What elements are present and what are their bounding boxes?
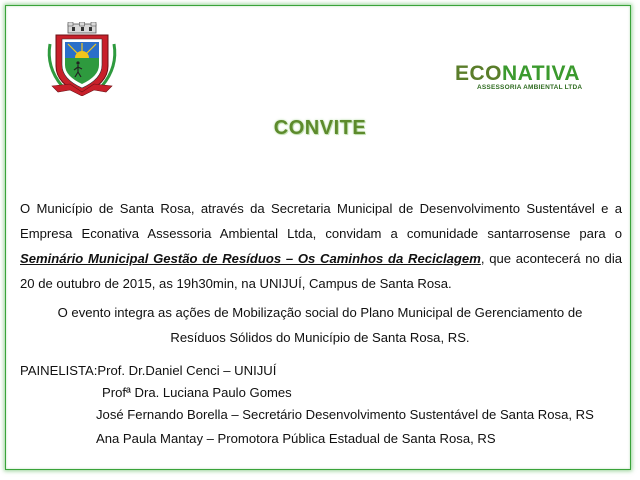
- invitation-text-part1: O Município de Santa Rosa, através da Secretaria Municipal de Desenvolvimento Sustentável e a Empresa Econativa Assessoria Ambiental Ltda, convidam a comunidade santarrosense para o: [20, 201, 622, 241]
- econativa-logo: [455, 62, 595, 98]
- seminar-name: Seminário Municipal Gestão de Resíduos – Os Caminhos da Reciclagem: [20, 251, 481, 266]
- panelist-line-2: Profª Dra. Luciana Paulo Gomes: [102, 385, 292, 400]
- invitation-paragraph: [20, 196, 622, 296]
- econativa-logo-part1: ECO: [455, 62, 503, 85]
- econativa-tagline: ASSESSORIA AMBIENTAL LTDA: [477, 84, 583, 91]
- econativa-logo-part2: NATIVA: [502, 62, 581, 85]
- coat-of-arms-icon: [44, 22, 120, 96]
- event-paragraph: O evento integra as ações de Mobilização social do Plano Municipal de Gerenciamento de Resíduos Sólidos do Município de Santa Rosa, RS.: [57, 305, 583, 345]
- invitation-text-part2: , que acontecerá no dia 20 de outubro de 2015, as 19h30min, na UNIJUÍ, Campus de Santa Rosa.: [20, 251, 623, 291]
- panelist-line-1: PAINELISTA:Prof. Dr.Daniel Cenci – UNIJUÍ: [20, 363, 277, 378]
- page-title: CONVITE: [273, 117, 367, 139]
- panelist-line-3: José Fernando Borella – Secretário Desenvolvimento Sustentável de Santa Rosa, RS: [96, 407, 594, 422]
- panelist-line-4: Ana Paula Mantay – Promotora Pública Estadual de Santa Rosa, RS: [96, 431, 496, 446]
